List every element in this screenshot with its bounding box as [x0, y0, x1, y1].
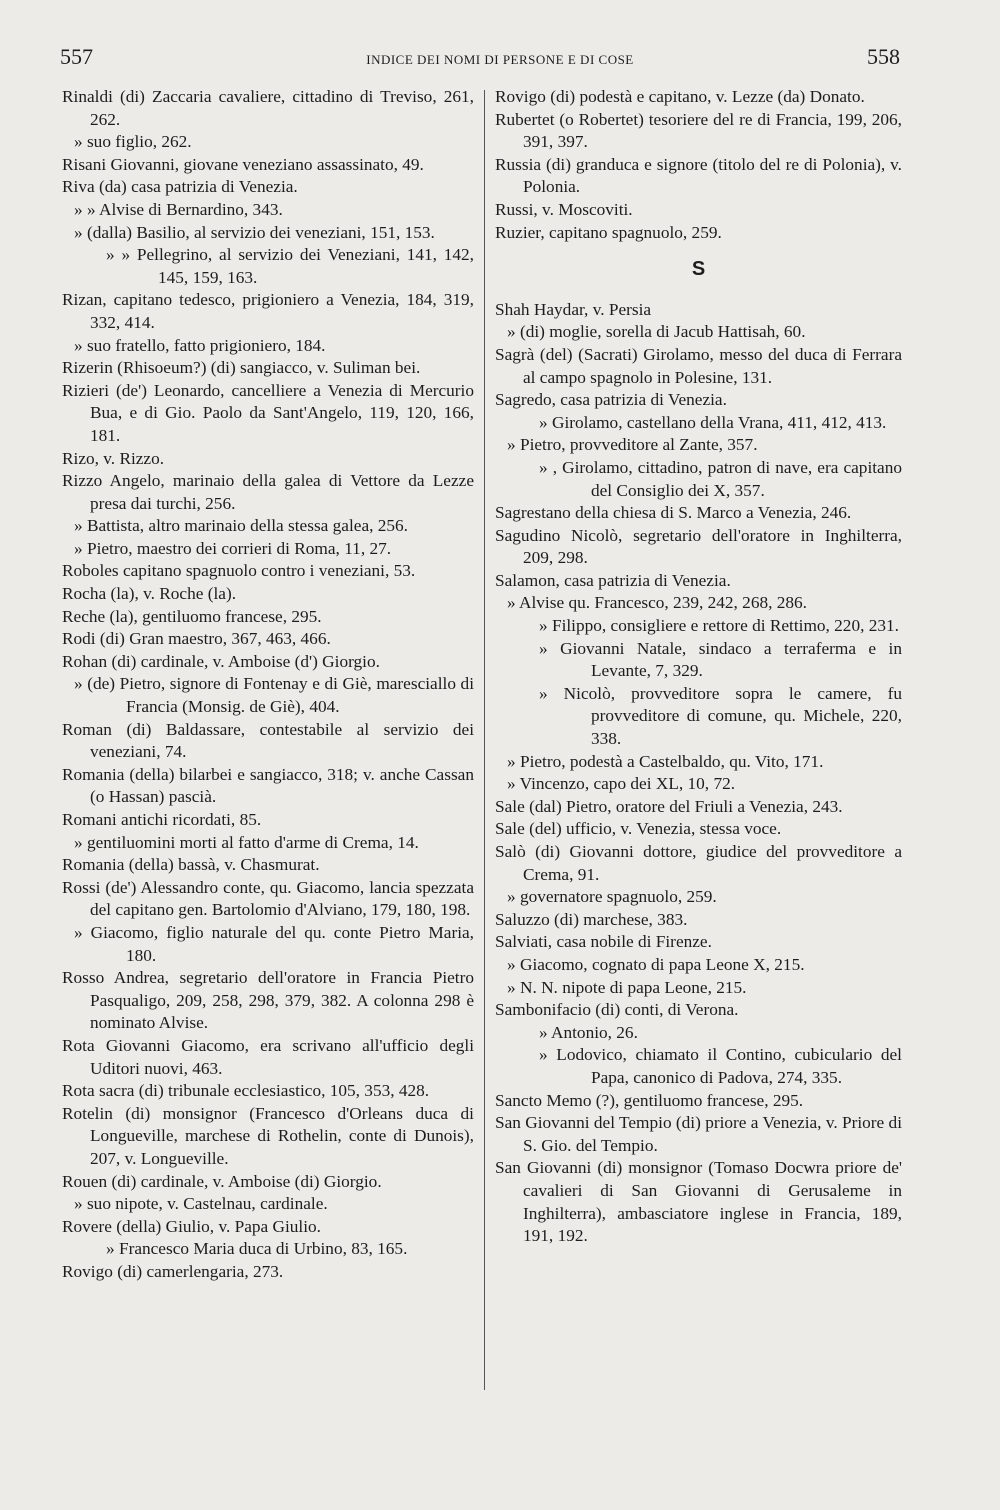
index-subentry: » Giacomo, figlio naturale del qu. conte Pietro Maria, 180. — [74, 922, 474, 965]
index-subentry: » (di) moglie, sorella di Jacub Hattisah, 60. — [507, 322, 806, 342]
index-entry: Salò (di) Giovanni dottore, giudice del provveditore a Crema, 91. — [495, 842, 902, 884]
index-entry: Reche (la), gentiluomo francese, 295. — [62, 606, 322, 626]
index-subentry: » Francesco Maria duca di Urbino, 83, 165. — [106, 1239, 408, 1259]
index-subentry: » Alvise qu. Francesco, 239, 242, 268, 286. — [507, 593, 807, 613]
running-title: INDICE DEI NOMI DI PERSONE E DI COSE — [366, 52, 634, 67]
index-entry: San Giovanni del Tempio (di) priore a Venezia, v. Priore di S. Gio. del Tempio. — [495, 1113, 902, 1155]
index-entry: Rotelin (di) monsignor (Francesco d'Orleans duca di Longueville, marchese di Rothelin, conte di Dunois), 207, v. Longueville. — [62, 1103, 474, 1168]
index-subentry: » » Pellegrino, al servizio dei Veneziani, 141, 142, 145, 159, 163. — [106, 245, 474, 287]
column-divider — [484, 90, 485, 1390]
index-subentry: » Giovanni Natale, sindaco a terraferma e in Levante, 7, 329. — [539, 638, 902, 681]
index-entry: Sale (dal) Pietro, oratore del Friuli a Venezia, 243. — [495, 796, 843, 816]
index-subentry: » Pietro, provveditore al Zante, 357. — [507, 435, 758, 455]
index-subentry: » Filippo, consigliere e rettore di Rettimo, 220, 231. — [539, 616, 899, 636]
index-entry: Sale (del) ufficio, v. Venezia, stessa voce. — [495, 819, 782, 839]
index-subentry: » » Alvise di Bernardino, 343. — [74, 199, 283, 219]
index-entry: Rodi (di) Gran maestro, 367, 463, 466. — [62, 629, 331, 649]
index-subentry: » Girolamo, castellano della Vrana, 411, 412, 413. — [539, 412, 887, 432]
index-entry: Rovere (della) Giulio, v. Papa Giulio. — [62, 1216, 321, 1236]
index-entry: Rocha (la), v. Roche (la). — [62, 584, 237, 604]
index-subentry: » Nicolò, provveditore sopra le camere, fu provveditore di comune, qu. Michele, 220, 338. — [539, 683, 902, 749]
index-entry: Russia (di) granduca e signore (titolo del re di Polonia), v. Polonia. — [495, 154, 902, 197]
index-subentry: » suo nipote, v. Castelnau, cardinale. — [74, 1194, 328, 1214]
index-entry: Rosso Andrea, segretario dell'oratore in Francia Pietro Pasqualigo, 209, 258, 298, 379, 382. A colonna 298 è nominato Alvise. — [62, 968, 474, 1033]
index-entry: Rizzo Angelo, marinaio della galea di Vettore da Lezze presa dai turchi, 256. — [62, 471, 474, 513]
index-entry: Saluzzo (di) marchese, 383. — [495, 909, 688, 929]
index-subentry: » suo fratello, fatto prigioniero, 184. — [74, 335, 326, 355]
index-entry: Rouen (di) cardinale, v. Amboise (di) Giorgio. — [62, 1171, 382, 1191]
index-subentry: » gentiluomini morti al fatto d'arme di Crema, 14. — [74, 832, 419, 852]
index-entry: Roboles capitano spagnuolo contro i veneziani, 53. — [62, 561, 416, 581]
index-subentry: » suo figlio, 262. — [74, 132, 192, 152]
index-entry: Sambonifacio (di) conti, di Verona. — [495, 1000, 739, 1020]
index-subentry: » Vincenzo, capo dei XL, 10, 72. — [507, 774, 736, 794]
index-entry: Sagudino Nicolò, segretario dell'oratore in Inghilterra, 209, 298. — [495, 525, 902, 568]
index-subentry: » Pietro, maestro dei corrieri di Roma, 11, 27. — [74, 538, 392, 558]
index-entry: San Giovanni (di) monsignor (Tomaso Docwra priore de' cavalieri di San Giovanni di Gerusaleme in Inghilterra), ambasciatore inglese in Francia, 189, 191, 192. — [495, 1158, 902, 1246]
index-entry: Salviati, casa nobile di Firenze. — [495, 932, 712, 952]
index-subentry: » Lodovico, chiamato il Contino, cubiculario del Papa, canonico di Padova, 274, 335. — [539, 1045, 902, 1087]
index-entry: Rovigo (di) camerlengaria, 273. — [62, 1261, 284, 1281]
index-subentry: » (de) Pietro, signore di Fontenay e di Giè, maresciallo di Francia (Monsig. de Giè), 404. — [74, 674, 474, 717]
index-entry: Sagrestano della chiesa di S. Marco a Venezia, 246. — [495, 503, 852, 523]
index-subentry: » governatore spagnuolo, 259. — [507, 887, 717, 907]
index-entry: Rovigo (di) podestà e capitano, v. Lezze (da) Donato. — [495, 87, 865, 106]
index-entry: Shah Haydar, v. Persia — [495, 299, 652, 319]
index-entry: Risani Giovanni, giovane veneziano assassinato, 49. — [62, 154, 424, 174]
index-entry: Riva (da) casa patrizia di Venezia. — [62, 177, 298, 197]
index-entry: Sancto Memo (?), gentiluomo francese, 295. — [495, 1090, 804, 1110]
index-entry: Rizerin (Rhisoeum?) (di) sangiacco, v. Suliman bei. — [62, 358, 421, 378]
index-entry: Romania (della) bassà, v. Chasmurat. — [62, 855, 320, 875]
index-entry: Sagrà (del) (Sacrati) Girolamo, messo del duca di Ferrara al campo spagnolo in Polesine, 131. — [495, 344, 902, 387]
index-entry: Roman (di) Baldassare, contestabile al servizio dei veneziani, 74. — [62, 719, 474, 762]
index-entry: Rota sacra (di) tribunale ecclesiastico, 105, 353, 428. — [62, 1081, 430, 1101]
index-entry: Ruzier, capitano spagnuolo, 259. — [495, 222, 722, 242]
left-column — [62, 86, 474, 1283]
right-column — [495, 86, 902, 1248]
index-entry: Rubertet (o Robertet) tesoriere del re di Francia, 199, 206, 391, 397. — [495, 109, 902, 152]
index-entry: Rizo, v. Rizzo. — [62, 448, 165, 468]
index-subentry: » Antonio, 26. — [539, 1022, 638, 1042]
index-entry: Romani antichi ricordati, 85. — [62, 810, 262, 829]
index-entry: Rota Giovanni Giacomo, era scrivano all'ufficio degli Uditori nuovi, 463. — [62, 1035, 474, 1078]
index-entry: Sagredo, casa patrizia di Venezia. — [495, 390, 727, 410]
left-page-number: 557 — [60, 44, 93, 69]
right-page-number: 558 — [867, 44, 900, 69]
index-entry: Rinaldi (di) Zaccaria cavaliere, cittadino di Treviso, 261, 262. — [62, 87, 474, 129]
index-subentry: » Pietro, podestà a Castelbaldo, qu. Vito, 171. — [507, 751, 824, 771]
index-entry: Rizan, capitano tedesco, prigioniero a Venezia, 184, 319, 332, 414. — [62, 290, 474, 332]
index-subentry: » , Girolamo, cittadino, patron di nave, era capitano del Consiglio dei X, 357. — [539, 457, 902, 500]
index-entry: Russi, v. Moscoviti. — [495, 199, 633, 219]
index-subentry: » Giacomo, cognato di papa Leone X, 215. — [507, 954, 805, 974]
index-entry: Romania (della) bilarbei e sangiacco, 318; v. anche Cassan (o Hassan) pascià. — [62, 764, 474, 807]
index-entry: Rizieri (de') Leonardo, cancelliere a Venezia di Mercurio Bua, e di Gio. Paolo da Sant'Angelo, 119, 120, 166, 181. — [62, 380, 474, 445]
index-subentry: » N. N. nipote di papa Leone, 215. — [507, 977, 747, 997]
index-entry: Rohan (di) cardinale, v. Amboise (d') Giorgio. — [62, 651, 380, 671]
index-entry: Salamon, casa patrizia di Venezia. — [495, 570, 731, 590]
index-entry: Rossi (de') Alessandro conte, qu. Giacomo, lancia spezzata del capitano gen. Bartolomio d'Alviano, 179, 180, 198. — [62, 877, 474, 920]
index-subentry: » (dalla) Basilio, al servizio dei veneziani, 151, 153. — [74, 222, 435, 242]
index-subentry: » Battista, altro marinaio della stessa galea, 256. — [74, 516, 409, 536]
section-letter: S — [691, 258, 706, 281]
